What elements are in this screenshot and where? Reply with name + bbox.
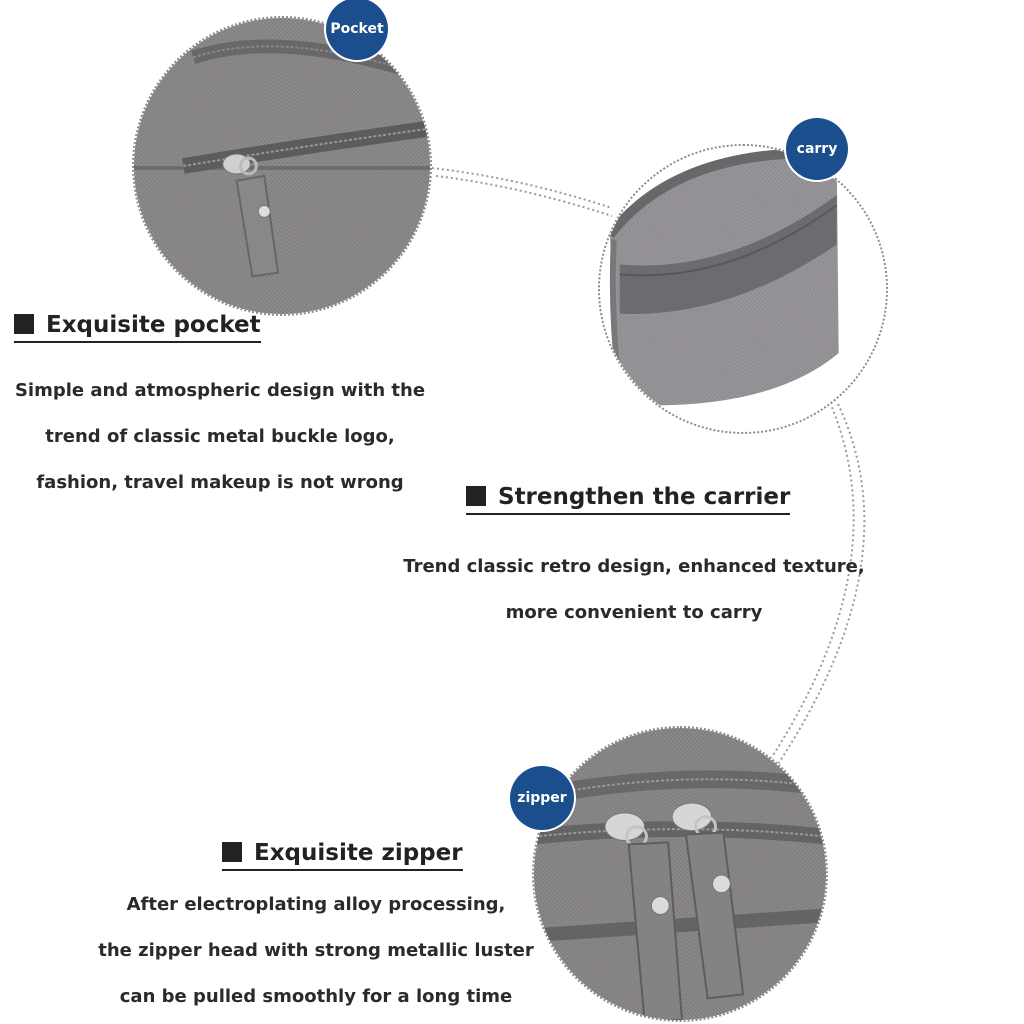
heading-text: Exquisite pocket — [46, 312, 261, 338]
zipper-badge: zipper — [510, 766, 574, 830]
heading-exquisite-pocket — [14, 310, 261, 343]
description-line: can be pulled smoothly for a long time — [119, 986, 513, 1007]
description-line: trend of classic metal buckle logo, — [45, 426, 395, 447]
bullet-square-icon — [466, 486, 486, 506]
heading-text: Exquisite zipper — [254, 840, 463, 866]
carrier-description — [396, 544, 872, 636]
zipper-pulls-illustration — [534, 728, 826, 1020]
bullet-square-icon — [222, 842, 242, 862]
heading-strengthen-the-carrier — [466, 482, 790, 515]
heading-text: Strengthen the carrier — [498, 484, 791, 510]
heading-exquisite-zipper — [222, 838, 463, 871]
description-line: the zipper head with strong metallic luster — [98, 940, 534, 961]
zipper-description — [96, 882, 536, 1020]
description-line: Trend classic retro design, enhanced texture, — [403, 556, 865, 577]
bullet-square-icon — [14, 314, 34, 334]
zipper-photo — [532, 726, 828, 1022]
pocket-zipper-illustration — [134, 18, 430, 314]
carry-badge: carry — [786, 118, 848, 180]
pocket-description — [0, 368, 440, 506]
description-line: Simple and atmospheric design with the — [14, 380, 426, 401]
description-line: fashion, travel makeup is not wrong — [36, 472, 404, 493]
description-line: After electroplating alloy processing, — [126, 894, 506, 915]
carry-photo — [598, 144, 888, 434]
pocket-badge: Pocket — [326, 0, 388, 60]
description-line: more convenient to carry — [505, 602, 763, 623]
carry-handle-illustration — [600, 146, 886, 432]
pocket-photo — [132, 16, 432, 316]
